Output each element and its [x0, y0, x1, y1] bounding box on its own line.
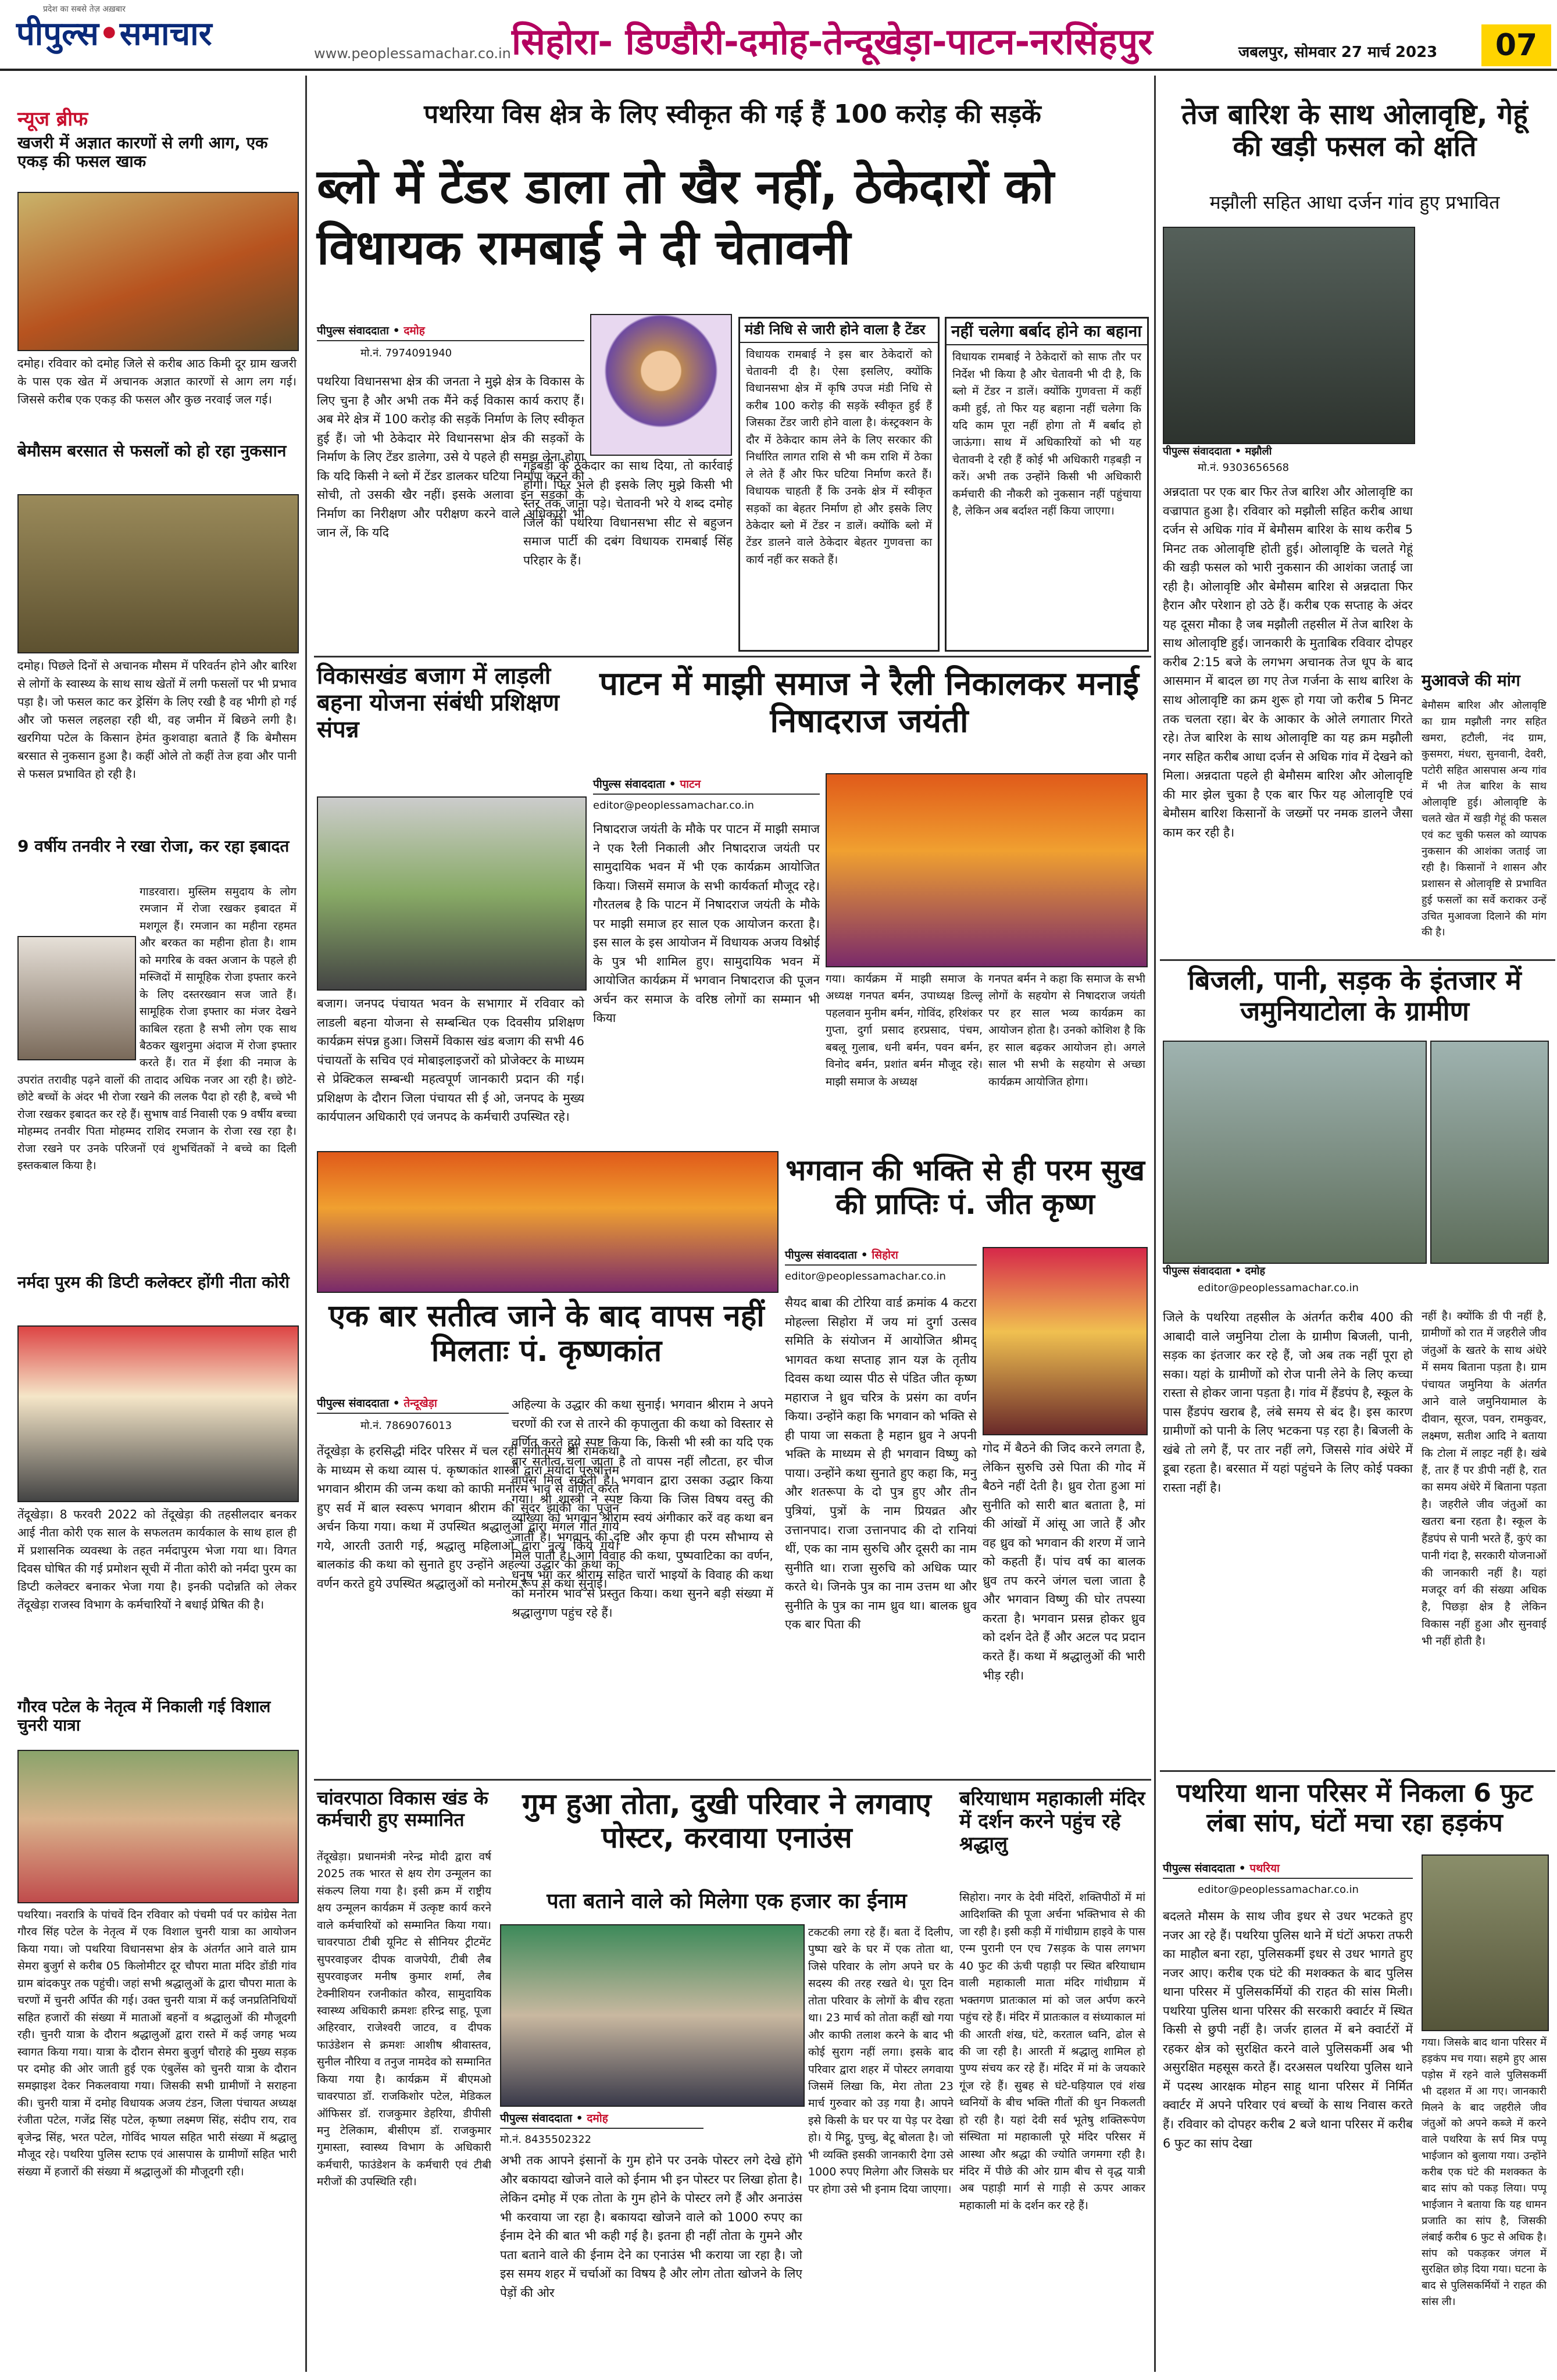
snake-headline[interactable]: पथरिया थाना परिसर में निकला 6 फुट लंबा सांप, घंटों मचा रहा हड़कंप: [1176, 1778, 1533, 1838]
lead-headline[interactable]: ब्लो में टेंडर डाला तो खैर नहीं, ठेकेदारों को विधायक रामबाई ने दी चेतावनी: [317, 159, 1054, 276]
brief-body: दमोह। रविवार को दमोह जिले से करीब आठ किमी दूर ग्राम खजरी के पास एक खेत में अचानक अज्ञात कारणों से आग लग गई। जिससे करीब एक एकड़ की फसल और कुछ नरवाई जल गई।: [17, 356, 297, 406]
byline-city: सिहोरा: [872, 1249, 898, 1262]
lead-sidebar-mandi: [738, 317, 940, 652]
jamuniya-email[interactable]: editor@peoplessamachar.co.in: [1198, 1282, 1359, 1294]
handpump-photo: [1163, 1041, 1427, 1264]
parrot-headline[interactable]: गुम हुआ तोता, दुखी परिवार ने लगवाए पोस्टर, करवाया एनाउंस: [522, 1787, 931, 1854]
bariyadham-headline[interactable]: बरियाधाम महाकाली मंदिर में दर्शन करने पहुंच रहे श्रद्धालु: [959, 1787, 1145, 1856]
sidebar-title: मंडी निधि से जारी होने वाला है टेंडर: [740, 319, 938, 343]
section-divider: [1160, 1770, 1555, 1772]
jamuniya-body: नहीं है। क्योंकि डी पी नहीं है, ग्रामीणों को रात में जहरीले जीव जंतुओं के खतरे के साथ अंधेरे में समय बिताना पड़ता है। ग्राम पंचायत जमुनिया के अंतर्गत आने वाले जमुनियामाल के दीवान, सूरज, पवन, रामकुवर, लक्ष्मण, सतीश आदि ने बताया कि टोला में लाइट नहीं है। खंबे हैं, तार हैं पर डीपी नहीं है, रात का समय अंधेरे में बिताना पड़ता है। जहरीले जीव जंतुओं का खतरा बना रहता है। स्कूल के हैंडपंप से पानी भरते हैं, कुएं का पानी गंदा है, सरकारी योजनाओं की जानकारी नहीं है। यहां मजदूर वर्ग की संख्या अधिक है, पिछड़ा क्षेत्र है लेकिन विकास नहीं हुआ और सुनवाई भी नहीं होती है।: [1422, 1310, 1547, 1648]
snake-body: गया। जिसके बाद थाना परिसर में हड़कंप मच गया। सहमे हुए आस पड़ोस में रहने वाले पुलिसकर्मी भी दहशत में आ गए। जानकारी मिलने के बाद जहरीले जीव जंतुओं को अपने कब्जे में करने वाले पथरिया के सर्प मित्र पप्पू भाईजान को बुलाया गया। उन्होंने करीब एक घंटे की मशक्कत के बाद सांप को पकड़ लिया। पप्पू भाईजान ने बताया कि यह धामन प्रजाति का सांप है, जिसकी लंबाई करीब 6 फुट से अधिक है। सांप को पकड़कर जंगल में सुरक्षित छोड़ दिया गया। घटना के बाद से पुलिसकर्मियों ने राहत की सांस ली।: [1422, 2036, 1547, 2308]
chawarpatha-body: तेंदूखेड़ा। प्रधानमंत्री नरेन्द्र मोदी द्वारा वर्ष 2025 तक भारत से क्षय रोग उन्मूलन का संकल्प लिया गया है। इसी क्रम में राष्ट्रीय क्षय उन्मूलन कार्यक्रम में उत्कृष्ट कार्य करने वाले कर्मचारियों को सम्मानित किया गया। चावरपाठा टीबी यूनिट से सीनियर ट्रीटमेंट सुपरवाइजर दीपक वाजपेयी, टीबी लैब सुपरवाइजर मनीष कुमार शर्मा, लैब टेक्नीशियन रजनीकांत कौरव, सामुदायिक स्वास्थ्य अधिकारी क्रमशः हरिन्द्र साहू, पूजा अहिरवार, राजेश्वरी जाटव, व दीपक फाउंडेशन से क्रमशः आशीष श्रीवास्तव, सुनील नौरिया व तनुज नामदेव को सम्मानित किया गया है। कार्यक्रम में बीएमओ चावरपाठा डॉ. राजकिशोर पटेल, मेडिकल ऑफिसर डॉ. राजकुमार डेहरिया, डीपीसी मनु टेलिकाम, बीसीएम डॉ. राजकुमार गुमास्ता, स्वास्थ्य विभाग के अधिकारी कर्मचारी, फाउंडेशन के कर्मचारी एवं टीबी मरीजों की उपस्थिति रही।: [317, 1850, 491, 2189]
krishna-body: तेंदूखेड़ा के हरसिद्धी मंदिर परिसर में चल रही संगीतमय श्री रामकथा के माध्यम से कथा व्यास पं. कृष्णकांत शास्त्री द्वारा मर्यादा पुरुषोत्तम भगवान श्रीराम की जन्म कथा को काफी मनोरम भाव से वर्णित करते हुए सर्व में बाल स्वरूप भगवान श्रीराम की सुंदर झांकी का पूजन अर्चन किया गया। कथा में उपस्थित श्रद्धालुओं द्वारा मंगल गीत गाये गये, आरती उतारी गई, श्रद्धालु महिलाओं द्वारा नृत्य किये गये। बालकांड की कथा को सुनाते हुए उन्होंने अहल्या उद्धार की कथा का वर्णन करते हुये उपस्थित श्रद्धालुओं को मनोरम रूप से कथा सुनाई।: [317, 1444, 619, 1591]
lead-photo-caption: गड़बड़ी के ठेकेदार का साथ दिया, तो कार्रवाई होगी। फिर भले ही इसके लिए मुझे किसी भी स्तर तक जाना पड़े। चेतावनी भरे ये शब्द दमोह जिले की पथरिया विधानसभा सीट से बहुजन समाज पार्टी की दबंग विधायक रामबाई सिंह परिहार के हैं।: [523, 459, 733, 567]
jayanti-photo: [826, 773, 1148, 967]
snake-photo: [1422, 1854, 1549, 2031]
byline-city: तेन्दूखेड़ा: [403, 1397, 437, 1410]
byline-prefix: पीपुल्स संवाददाता: [1163, 445, 1231, 458]
mla-photo: [590, 314, 732, 456]
section-divider: [314, 1779, 1151, 1781]
byline-city: पाटन: [680, 778, 701, 791]
weather-headline[interactable]: तेज बारिश के साथ ओलावृष्टि, गेहूं की खड़ी फसल को क्षति: [1181, 98, 1528, 163]
section-divider: [314, 656, 1151, 657]
lead-body: पथरिया विधानसभा क्षेत्र की जनता ने मुझे क्षेत्र के विकास के लिए चुना है और अभी तक मैंने कई विकास कार्य कराए हैं। अब मेरे क्षेत्र में 100 करोड़ की सड़कें निर्माण के लिए स्वीकृत हुई हैं। जो भी ठेकेदार मेरे विधानसभा क्षेत्र की सड़कों के निर्माण के लिए टेंडर डालेगा, उसे ये पहले ही समझ लेना होगा कि यदि किसी ने ब्लो में टेंडर डालकर घटिया निर्माण करने की सोची, तो उसकी खैर नहीं। इसके अलावा इन सड़कों के निर्माण का निरीक्षण और परीक्षण करने वाले अधिकारी भी जान लें, कि यदि: [317, 374, 584, 540]
bhagwat-photo: [983, 1247, 1148, 1435]
byline-prefix: पीपुल्स संवाददाता: [593, 778, 665, 791]
logo-right: समाचार: [119, 15, 212, 53]
jeet-byline: पीपुल्स संवाददाता • सिहोरा: [785, 1247, 977, 1266]
jeet-body: सैयद बाबा की टोरिया वार्ड क्रमांक 4 कटरा मोहल्ला सिहोरा में जय मां दुर्गा उत्सव समिति के संयोजन में आयोजित श्रीमद् भागवत कथा सप्ताह ज्ञान यज्ञ के तृतीय दिवस कथा व्यास पीठ से पंडित जीत कृष्ण महाराज ने ध्रुव चरित्र के प्रसंग का वर्णन किया। उन्होंने कहा कि भगवान को भक्ति से ही पाया जा सकता है महान ध्रुव ने अपनी भक्ति के माध्यम से ही भगवान विष्णु को पाया। उन्होंने कथा सुनाते हुए कहा कि, मनु और शतरूपा के दो पुत्र हुए और तीन पुत्रियां, पुत्रों के नाम प्रियव्रत और उत्तानपाद। राजा उत्तानपाद की दो रानियां थीं, एक का नाम सुरुचि और दूसरी का नाम सुनीति था। राजा सुरुचि को अधिक प्यार करते थे। जिनके पुत्र का नाम उत्तम था और सुनीति के पुत्र का नाम ध्रुव था। बालक ध्रुव एक बार पिता की: [785, 1296, 977, 1632]
krishna-body: अहिल्या के उद्धार की कथा सुनाई। भगवान श्रीराम ने अपने चरणों की रज से तारने की कृपालुता की कथा को विस्तार से वर्णित करते हुये स्पष्ट किया कि, किसी भी स्त्री का यदि एक बार सतीत्व चला जाता है तो वापस नहीं लौटता, हर चीज वापस मिल सकती है। भगवान द्वारा उसका उद्धार किया गया। श्री शास्त्री ने स्पष्ट किया कि जिस विषय वस्तु की व्याख्या को भगवान श्रीराम स्वयं अंगीकार करें वह कथा बन जाती है। भगवान की दृष्टि और कृपा ही परम सौभाग्य से मिल पाती है। आगे विवाह की कथा, पुष्पवाटिका का वर्णन, धनुष भंग कर श्रीराम सहित चारों भाइयों के विवाह की कथा को मनोरम भाव से प्रस्तुत किया। कथा सुनने बड़ी संख्या में श्रद्धालुगण पहुंच रहे हैं।: [512, 1398, 773, 1620]
family-poster-photo: [500, 1924, 805, 2107]
masthead-tagline: प्रदेश का सबसे तेज़ अख़बार: [43, 5, 126, 14]
snake-byline: पीपुल्स संवाददाता • पथरिया: [1163, 1860, 1413, 1879]
sidebar-body: विधायक रामबाई ने ठेकेदारों को साफ तौर पर निर्देश भी किया है और चेतावनी भी दी है, कि ब्लो में टेंडर न डालें। क्योंकि गुणवत्ता में कहीं कमी हुई, तो फिर यह बहाना नहीं चलेगा कि यदि काम पूरा नहीं होगा तो मैं बर्बाद हो जाऊंगा। साथ में अधिकारियों को भी यह चेतावनी दे रही हैं कोई भी अधिकारी गड़बड़ी न करें। अभी तक उन्होंने किसी भी अधिकारी कर्मचारी की नौकरी को नुकसान नहीं पहुंचाया है, लेकिन अब बर्दाश्त नहीं किया जाएगा।: [952, 351, 1141, 518]
snake-email[interactable]: editor@peoplessamachar.co.in: [1198, 1884, 1359, 1896]
byline-prefix: पीपुल्स संवाददाता: [785, 1249, 857, 1262]
nishad-email[interactable]: editor@peoplessamachar.co.in: [593, 799, 754, 812]
nishad-byline: पीपुल्स संवाददाता • पाटन: [593, 776, 820, 795]
page-number: 07: [1481, 24, 1551, 66]
jeet-body: गोद में बैठने की जिद करने लगता है, लेकिन सुरुचि उसे पिता की गोद में बैठने नहीं देती है। ध्रुव रोता हुआ मां सुनीति को सारी बात बताता है, मां की आंखों में आंसू आ जाते हैं और वह ध्रुव को भगवान की शरण में जाने को कहती हैं। पांच वर्ष का बालक ध्रुव तप करने जंगल चला जाता है और भगवान विष्णु की घोर तपस्या करता है। भगवान प्रसन्न होकर ध्रुव को दर्शन देते हैं और अटल पद प्रदान करते हैं। कथा में श्रद्धालुओं की भारी भीड़ रही।: [983, 1441, 1145, 1682]
fire-photo: [17, 192, 299, 351]
nishad-body: गया। कार्यक्रम में माझी समाज के अध्यक्ष गनपत बर्मन, उपाध्यक्ष डिल्लू पहलवान मुनीम बर्मन, गोविंद, हरिशंकर गुप्ता, दुर्गा प्रसाद हरप्रसाद, पंचम, बबलू गुलाब, धनी बर्मन, पवन बर्मन, विनोद बर्मन, प्रशांत बर्मन मौजूद रहे। माझी समाज के अध्यक्ष: [826, 973, 983, 1088]
hail-photo: [1163, 227, 1415, 444]
jamuniya-byline: पीपुल्स संवाददाता • दमोह: [1163, 1263, 1424, 1278]
parrot-body: टकटकी लगा रहे हैं। बता दें दिलीप, पुष्पा खरे के घर में एक तोता था, जिसे परिवार के लोग अपने घर के सदस्य की तरह रखते थे। पूरा दिन तोता परिवार के लोगों के बीच रहता था। 23 मार्च को तोता कहीं खो गया और काफी तलाश करने के बाद भी कोई सुराग नहीं लगा। इसके बाद परिवार द्वारा शहर में पोस्टर लगवाया जिसमें लिखा कि, मेरा तोता 23 मार्च गुरुवार को उड़ गया है। आपने इसे किसी के घर पर या पेड़ पर देखा हो। ये मिट्ठू, पुच्चु, बेटू बोलता है। जो भी व्यक्ति इसकी जानकारी देगा उसे 1000 रुपए मिलेगा और जिसके घर पर होगा उसे भी इनाम दिया जाएगा।: [808, 1926, 954, 2196]
brief-headline[interactable]: खजरी में अज्ञात कारणों से लगी आग, एक एकड़ की फसल खाक: [17, 133, 268, 171]
child-water-photo: [1430, 1041, 1549, 1264]
brief-headline[interactable]: गौरव पटेल के नेतृत्व में निकाली गई विशाल चुनरी यात्रा: [17, 1697, 271, 1735]
group-photo: [17, 1325, 299, 1502]
lead-sidebar-excuse: [945, 317, 1149, 652]
float-spacer: [17, 884, 140, 1061]
chawarpatha-headline[interactable]: चांवरपाठा विकास खंड के कर्मचारी हुए सम्मानित: [317, 1787, 488, 1831]
krishna-mobile: मो.नं. 7869076013: [360, 1420, 452, 1432]
weather-body: अन्नदाता पर एक बार फिर तेज बारिश और ओलावृष्टि का वज्रापात हुआ है। रविवार को मझौली सहित करीब आधा दर्जन से अधिक गांव में बेमौसम बारिश के साथ करीब 5 मिनट तक ओलावृष्टि होती हुई। ओलावृष्टि के चलते गेहूं की खड़ी फसल को भारी नुकसान की आशंका जताई जा रही है। ओलावृष्टि और बेमौसम बारिश से अन्नदाता फिर हैरान और परेशान हो उठे हैं। करीब एक सप्ताह के अंदर यह दूसरा मौका है जब मझौली तहसील में तेज बारिश के साथ ओलावृष्टि हुई। जानकारी के मुताबिक रविवार दोपहर करीब 2:15 बजे के लगभग अचानक तेज धूप के बाद आसमान में बादल छा गए तेज गर्जना के साथ बारिश के साथ ओलावृष्टि का क्रम शुरू हो गया जो करीब 5 मिनट तक चलता रहा। बेर के आकार के ओले लगातार गिरते रहे। तेज बारिश के साथ ओलावृष्टि का यह क्रम मझौली नगर सहित करीब आधा दर्जन से अधिक गांव में देखने को मिला। अन्नदाता पहले ही बेमौसम बारिश और ओलावृष्टि की मार झेल चुका है एक बार फिर यह ओलावृष्टि एवं बेमौसम बारिश किसानों के जख्मों पर नमक डालने जैसा काम कर रही है।: [1163, 485, 1413, 839]
byline-city: पथरिया: [1249, 1862, 1280, 1875]
byline-prefix: पीपुल्स संवाददाता: [1163, 1265, 1231, 1277]
column-rule: [1154, 76, 1156, 2372]
compensation-body: बेमौसम बारिश और ओलावृष्टि का ग्राम मझौली नगर सहित खमरा, हटौली, नंद ग्राम, कुसमरा, मंधरा, सुनवानी, देवरी, पटोरी सहित आसपास अन्य गांव में भी तेज बारिश के साथ ओलावृष्टि हुई। ओलावृष्टि के चलते खेत में खड़ी गेहूं की फसल एवं कट चुकी फसल को व्यापक नुकसान की आशंका जताई जा रही है। किसानों ने शासन और प्रशासन से ओलावृष्टि से प्रभावित हुई फसलों का सर्वे कराकर उन्हें उचित मुआवजा दिलाने की मांग की है।: [1422, 699, 1547, 939]
parrot-body: अभी तक आपने इंसानों के गुम होने पर उनके पोस्टर लगे देखे होंगे और बकायदा खोजने वाले को ईनाम भी इन पोस्टर पर लिखा होता है। लेकिन दमोह में एक तोता के गुम होने के पोस्टर लगे हैं और अनाउंस भी करवाया जा रहा है। बकायदा खोजने वाले को 1000 रुपए का ईनाम देने की बात भी कही गई है। इतना ही नहीं तोता के गुमने और पता बताने वाले की ईनाम देने का एनाउंस भी कराया जा रहा है। जो इस समय शहर में चर्चाओं का विषय है और लोग तोता खोजने के लिए पेड़ों की ओर: [500, 2153, 802, 2300]
jeet-email[interactable]: editor@peoplessamachar.co.in: [785, 1270, 946, 1282]
parrot-byline: पीपुल्स संवाददाता • दमोह: [500, 2110, 703, 2129]
brief-body: दमोह। पिछले दिनों से अचानक मौसम में परिवर्तन होने और बारिश से लोगों के स्वास्थ्य के साथ साथ खेतों में लगी फसलों पर भी प्रभाव पड़ा है। जो फसल काट कर ड्रेसिंग के लिए रखी है वह भीगी हो गई और जो फसल लहलहा रही थी, वह जमीन में बिछने लगी है। खरगिया पटेल के किसान हेमंत कुशवाहा बताते हैं कि बेमौसम बरसात से नुकसान हुआ है। कहीं ओले तो कहीं तेज हवा और पानी से फसल प्रभावित हो रही है।: [17, 659, 297, 781]
lead-kicker: पथरिया विस क्षेत्र के लिए स्वीकृत की गई हैं 100 करोड़ की सड़कें: [424, 99, 1041, 129]
bariyadham-body: सिहोरा। नगर के देवी मंदिरों, शक्तिपीठों में मां आदिशक्ति की पूजा अर्चना भक्तिभाव से की जा रही है। इसी कड़ी में गांधीग्राम हाइवे के पास एन्म पुरानी एन एच 7सड़क के पास लगभग 40 फुट की ऊंची पहाड़ी पर स्थित बरियाधाम वाली महाकाली माता मंदिर गांधीग्राम में भक्तगण प्रातःकाल मां को जल अर्पण करने पहुंच रहे हैं। मंदिर में प्रातःकाल व संध्याकाल मां की आरती शंख, घंटे, करताल ध्वनि, ढोल से की जा रही है। आरती में श्रद्धालु शामिल हो पुण्य संचय कर रहे हैं। मंदिर में मां के जयकारे गूंज रहे हैं। सुबह से घंटे-घड़ियाल एवं शंख ध्वनियों के बीच भक्ति गीतों की धुन निकलती हो रही है। यहां देवी सर्व भूतेषु शक्तिरूपेण संस्थिता मां महाकाली पूरे मंदिर परिसर में आस्था और श्रद्धा की ज्योति जगमगा रही है। मंदिर में पीछे की ओर ग्राम बीच से वृद्ध यात्री अब पहाड़ी मार्ग से गाड़ी से ऊपर आकर महाकाली मां के दर्शन कर रहे हैं।: [959, 1891, 1145, 2212]
jamuniya-body: जिले के पथरिया तहसील के अंतर्गत करीब 400 की आबादी वाले जमुनिया टोला के ग्रामीण बिजली, पानी, सड़क का इंतजार कर रहे हैं, जो अब तक नहीं पूरा हो सका। यहां के ग्रामीणों को रोज पानी लेने के लिए कच्चा रास्ता से होकर जाना पड़ता है। गांव में हैंडपंप है, स्कूल के पास हैंडपंप खराब है, लंबे समय से बंद है। इस कारण ग्रामीणों को पानी के लिए भटकना पड़ रहा है। बिजली के खंबे तो लगे हैं, पर तार नहीं लगे, जिससे गांव अंधेरे में डूबा रहता है। बरसात में यहां पहुंचने के लिए कोई पक्का रास्ता नहीं है।: [1163, 1310, 1413, 1495]
brief-headline[interactable]: 9 वर्षीय तनवीर ने रखा रोजा, कर रहा इबादत: [17, 837, 290, 856]
lead-byline: पीपुल्स संवाददाता • दमोह: [317, 323, 584, 341]
byline-prefix: पीपुल्स संवाददाता: [317, 1397, 389, 1410]
byline-prefix: पीपुल्स संवाददाता: [1163, 1862, 1235, 1875]
weather-byline: पीपुल्स संवाददाता • मझौली: [1163, 443, 1413, 458]
compensation-title: मुआवजे की मांग: [1422, 671, 1520, 690]
logo-left: पीपुल्स: [16, 15, 99, 53]
yatra-photo: [17, 1750, 299, 1903]
website-link[interactable]: www.peoplessamachar.co.in: [314, 45, 511, 62]
ladli-body: बजाग। जनपद पंचायत भवन के सभागार में रविवार को लाडली बहना योजना से सम्बन्धित एक दिवसीय प्रशिक्षण कार्यक्रम संपन्न हुआ। जिसमें विकास खंड बजाग की सभी 46 पंचायतों के सचिव एवं मोबाइलाइजरों को प्रोजेक्टर के माध्यम से प्रेक्टिकल सम्बन्धी महत्वपूर्ण जानकारी प्रदान की गई। प्रशिक्षण के दौरान जिला पंचायत सी ई ओ, जनपद के मुख्य कार्यपालन अधिकारी एवं जनपद के कर्मचारी उपस्थित रहे।: [317, 996, 584, 1124]
nishad-body: गनपत बर्मन ने कहा कि समाज के सभी लोगों के सहयोग से निषादराज जयंती पर हर साल भव्य कार्यक्रम का आयोजन होता है। उनको कोशिश है कि हर साल बढ़कर आयोजन हो। अगले साल भी सभी के सहयोग से अच्छा कार्यक्रम आयोजित होगा।: [988, 973, 1145, 1088]
jeet-headline[interactable]: भगवान की भक्ति से ही परम सुख की प्राप्तिः पं. जीत कृष्ण: [785, 1153, 1145, 1221]
brief-body-text: गाडरवारा। मुस्लिम समुदाय के लोग रमजान में रोजा रखकर इबादत में मशगूल हैं। रमजान का महीना रहमत और बरकत का महीना होता है। शाम को मगरिब के वक्त अजान के पहले ही मस्जिदों में सामूहिक रोजा इफ्तार करने के लिए दस्तरख्वान सज जाते हैं। सामूहिक रोजा इफ्तार का मंजर देखने काबिल रहता है सभी लोग एक साथ बैठकर खुशनुमा अंदाज में रोजा इफ्तार करते हैं। रात में ईशा की नमाज के उपरांत तरावीह पढ़ने वालों की तादाद अधिक नजर आ रही है। छोटे-छोटे बच्चों के अंदर भी रोजा रखने की ललक पैदा हो रही है, बच्चे भी रोजा रखकर इबादत कर रहे हैं। सुभाष वार्ड निवासी एक 9 वर्षीय बच्चा मोहम्मद तनवीर पिता मोहम्मद राशिद रमजान के रोजा रख रहा है। रोजा रखने पर उनके परिजनों एवं शुभचिंतकों ने बच्चे का दिली इस्तकबाल किया है।: [17, 885, 297, 1172]
brief-body: तेंदूखेड़ा। 8 फरवरी 2022 को तेंदूखेड़ा की तहसीलदार बनकर आई नीता कोरी एक साल के सफलतम कार्यकाल के साथ हाल ही में प्रशासनिक व्यवस्था के तहत नर्मदापुरम भेजा गया था। विगत दिवस घोषित की गई प्रमोशन सूची में नीता कोरी को नर्मदा पुरम का डिप्टी कलेक्टर बनाकर भेजा गया है। इनकी पदोन्नति को लेकर तेंदूखेड़ा राजस्व विभाग के कर्मचारियों ने बधाई प्रेषित की है।: [17, 1507, 297, 1611]
sidebar-body: विधायक रामबाई ने इस बार ठेकेदारों को चेतावनी दी है। ऐसा इसलिए, क्योंकि विधानसभा क्षेत्र में कृषि उपज मंडी निधि से करीब 100 करोड़ की सड़कें स्वीकृत हुई हैं जिसका टेंडर जारी होने वाला है। कंस्ट्रक्शन के दौर में ठेकेदार काम लेने के लिए सरकार की निर्धारित लागत राशि से भी कम राशि में ठेका ले लेते हैं और फिर घटिया निर्माण करते हैं। विधायक चाहती हैं कि उनके क्षेत्र में स्वीकृत सड़कों का बेहतर निर्माण हो और इसके लिए ठेकेदार ब्लो में टेंडर न डालें। क्योंकि ब्लो में टेंडर डालने वाले ठेकेदार बेहतर गुणवत्ता का कार्य नहीं कर सकते हैं।: [746, 348, 932, 566]
byline-city: दमोह: [587, 2112, 608, 2125]
byline-city: मझौली: [1245, 445, 1272, 458]
ladli-headline[interactable]: विकासखंड बजाग में लाड़ली बहना योजना संबंधी प्रशिक्षण संपन्न: [317, 663, 559, 743]
section-news-brief: न्यूज ब्रीफ: [17, 108, 88, 131]
parrot-mobile: मो.नं. 8435502322: [500, 2134, 592, 2146]
krishna-headline[interactable]: एक बार सतीत्व जाने के बाद वापस नहीं मिलताः पं. कृष्णकांत: [328, 1299, 765, 1368]
brief-headline[interactable]: बेमौसम बरसात से फसलों को हो रहा नुकसान: [17, 441, 287, 460]
snake-body: बदलते मौसम के साथ जीव इधर से उधर भटकते हुए नजर आ रहे हैं। पथरिया पुलिस थाने में घंटों अफरा तफरी का माहौल बना रहा, पुलिसकर्मी इधर से उधर भागते हुए नजर आए। करीब एक घंटे की मशक्कत के बाद पुलिस थाना परिसर में पुलिसकर्मियों की राहत की सांस मिली। पथरिया पुलिस थाना परिसर की सरकारी क्वार्टर में स्थित किसी से छुपी नहीं है। जर्जर हालत में बने क्वार्टरों में रहकर क्षेत्र को सुरक्षित करने वाले पुलिसकर्मी अब भी असुरक्षित महसूस करते हैं। दरअसल पथरिया पुलिस थाने में पदस्थ आरक्षक मोहन साहू थाना परिसर में निर्मित क्वार्टर में अपने परिवार एवं बच्चों के साथ निवास करते हैं। रविवार को दोपहर करीब 2 बजे थाना परिसर में करीब 6 फुट का सांप देखा: [1163, 1909, 1413, 2150]
nishad-body: निषादराज जयंती के मौके पर पाटन में माझी समाज ने एक रैली निकाली और निषादराज जयंती पर सामुदायिक भवन में भी एक कार्यक्रम आयोजित किया। जिसमें समाज के सभी कार्यकर्ता मौजूद रहे। गौरतलब है कि पाटन में निषादराज जयंती के मौके पर माझी समाज हर साल एक आयोजन करता है। इस साल के इस आयोजन में विधायक अजय विश्नोई के पुत्र भी शामिल हुए। सामुदायिक भवन में आयोजित कार्यक्रम में भगवान निषादराज की पूजन अर्चन कर समाज के वरिष्ठ लोगों का सम्मान भी किया: [593, 822, 820, 1025]
katha-photo: [317, 1151, 779, 1293]
jamuniya-headline[interactable]: बिजली, पानी, सड़क के इंतजार में जमुनियाटोला के ग्रामीण: [1188, 964, 1522, 1027]
lead-mobile: मो.नं. 7974091940: [360, 347, 452, 359]
byline-city: दमोह: [1245, 1265, 1266, 1277]
nishad-headline[interactable]: पाटन में माझी समाज ने रैली निकालकर मनाई निषादराज जयंती: [599, 665, 1139, 741]
krishna-byline: पीपुल्स संवाददाता • तेन्दूखेड़ा: [317, 1395, 509, 1414]
brief-headline[interactable]: नर्मदा पुरम की डिप्टी कलेक्टर होंगी नीता कोरी: [17, 1273, 290, 1292]
newspaper-logo[interactable]: [16, 10, 212, 55]
training-photo: [317, 796, 587, 991]
byline-city: दमोह: [403, 324, 425, 337]
brief-body: पथरिया। नवरात्रि के पांचवें दिन रविवार को पंचमी पर्व पर कांग्रेस नेता गौरव सिंह पटेल के नेतृत्व में एक विशाल चुनरी यात्रा का आयोजन किया गया। जो पथरिया विधानसभा क्षेत्र के अंतर्गत आने वाले ग्राम सेमरा बुजुर्ग से करीब 05 किलोमीटर दूर चौपरा माता मंदिर डोंडी गांव ग्राम बांदकपुर तक पहुंची। जहां सभी श्रद्धालुओं के द्वारा चौपरा माता के चरणों में चुनरी अर्पित की गई। उक्त चुनरी यात्रा में कई जनप्रतिनिधियों सहित हजारों की संख्या में माताओं बहनों व श्रद्धालुओं की मौजूदगी रही। चुनरी यात्रा के दौरान श्रद्धालुओं द्वारा रास्ते में कई जगह भव्य स्वागत किया गया। यात्रा के दौरान सेमरा बुजुर्ग चौराहे की मुख्य सड़क पर दमोह की ओर जाती हुई एक एंबुलेंस को चुनरी यात्रा के दौरान समझाइश देकर निकलवाया गया। जिसकी सभी ग्रामीणों ने सराहना की। चुनरी यात्रा में दमोह विधायक अजय टंडन, जिला पंचायत अध्यक्ष रंजीता पटेल, गजेंद्र सिंह पटेल, कृष्णा लक्ष्मण सिंह, संदीप राय, राव बृजेन्द्र सिंह, भरत पटेल, गोविंद भायल सहित भारी संख्या में श्रद्धालु मौजूद रहे। पथरिया पुलिस स्टाफ एवं आसपास के ग्रामीणों सहित भारी संख्या में हजारों की संख्या में श्रद्धालुओं की मौजूदगी रही।: [17, 1909, 297, 2178]
logo-separator: •: [98, 15, 120, 53]
section-divider: [1160, 959, 1555, 961]
byline-prefix: पीपुल्स संवाददाता: [500, 2112, 572, 2125]
crop-field-photo: [17, 494, 299, 653]
weather-mobile: मो.नं. 9303656568: [1198, 462, 1290, 474]
dateline: जबलपुर, सोमवार 27 मार्च 2023: [1238, 44, 1438, 61]
parrot-deck: पता बताने वाले को मिलेगा एक हजार का ईनाम: [547, 1889, 907, 1913]
byline-prefix: पीपुल्स संवाददाता: [317, 324, 389, 337]
edition-cities: सिहोरा- डिण्डौरी-दमोह-तेन्दूखेड़ा-पाटन-नरसिंहपुर: [512, 20, 1153, 63]
column-rule: [305, 76, 307, 2372]
brief-body: [17, 884, 297, 1256]
weather-deck: मझौली सहित आधा दर्जन गांव हुए प्रभावित: [1209, 191, 1500, 213]
sidebar-title: नहीं चलेगा बर्बाद होने का बहाना: [947, 319, 1147, 345]
